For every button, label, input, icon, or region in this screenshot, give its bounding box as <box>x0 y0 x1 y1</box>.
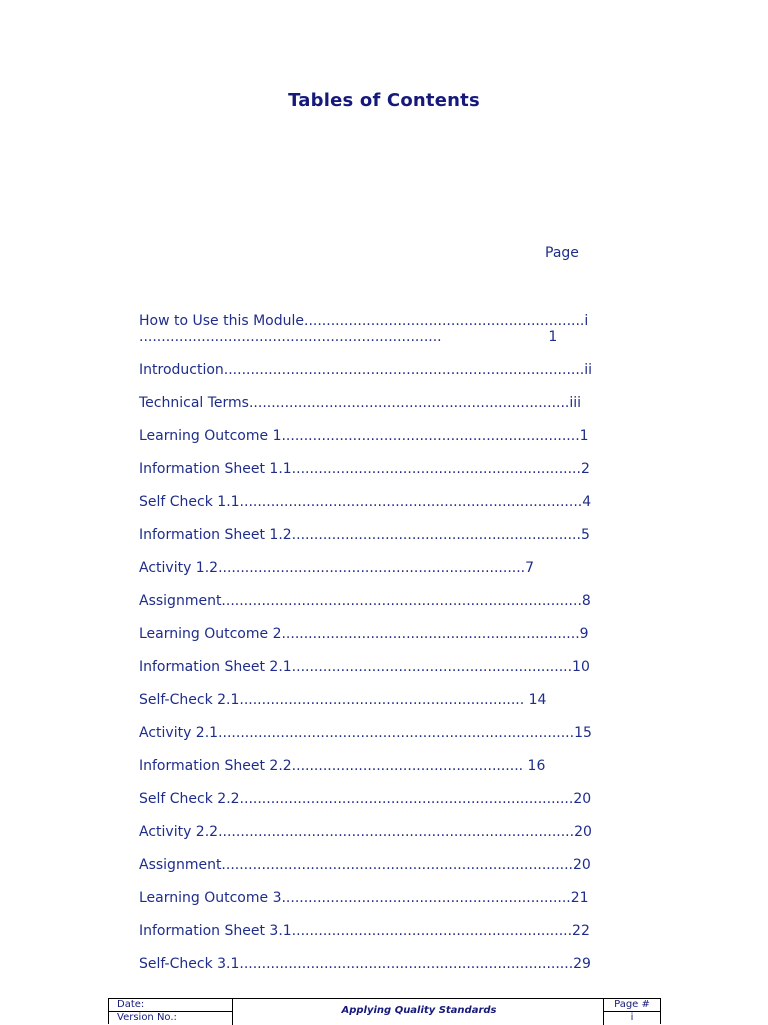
footer-meta-cell <box>109 999 233 1025</box>
footer-page-label: Page # <box>604 999 660 1012</box>
page-footer <box>108 998 661 1024</box>
toc-entry-learning-outcome-3[interactable]: Learning Outcome 3.................................................................21 <box>139 890 589 906</box>
footer-page-number: i <box>630 1012 634 1023</box>
toc-entry-how-to-use-continued: .................................................................... 1 <box>139 329 558 345</box>
toc-entry-assignment-1[interactable]: Assignment.................................................................................8 <box>139 593 591 609</box>
page-title: Tables of Contents <box>288 90 480 111</box>
toc-entry-learning-outcome-1[interactable]: Learning Outcome 1...................................................................1 <box>139 428 589 444</box>
toc-entry-technical-terms[interactable]: Technical Terms........................................................................iii <box>139 395 582 411</box>
footer-module-title: Applying Quality Standards <box>341 1005 497 1016</box>
toc-entry-information-sheet-2-2[interactable]: Information Sheet 2.2.................................................... 16 <box>139 758 546 774</box>
toc-entry-information-sheet-1-1[interactable]: Information Sheet 1.1.................................................................2 <box>139 461 590 477</box>
toc-entry-information-sheet-2-1[interactable]: Information Sheet 2.1...............................................................10 <box>139 659 590 675</box>
toc-entry-self-check-2-1[interactable]: Self-Check 2.1................................................................ 14 <box>139 692 547 708</box>
toc-entry-assignment-2[interactable]: Assignment...............................................................................20 <box>139 857 591 873</box>
toc-entry-activity-1-2[interactable]: Activity 1.2.....................................................................7 <box>139 560 535 576</box>
toc-entry-information-sheet-1-2[interactable]: Information Sheet 1.2.................................................................5 <box>139 527 590 543</box>
footer-version-label: Version No.: <box>117 1012 177 1023</box>
toc-entry-activity-2-1[interactable]: Activity 2.1................................................................................15 <box>139 725 592 741</box>
footer-page-cell <box>603 999 660 1025</box>
toc-entry-how-to-use[interactable]: How to Use this Module...............................................................i <box>139 313 589 329</box>
toc-entry-information-sheet-3-1[interactable]: Information Sheet 3.1...............................................................22 <box>139 923 590 939</box>
toc-entry-self-check-1-1[interactable]: Self Check 1.1.............................................................................4 <box>139 494 592 510</box>
toc-entry-activity-2-2[interactable]: Activity 2.2................................................................................20 <box>139 824 592 840</box>
footer-date-label: Date: <box>109 999 232 1012</box>
page-column-label: Page <box>545 245 579 261</box>
toc-entry-learning-outcome-2[interactable]: Learning Outcome 2...................................................................9 <box>139 626 589 642</box>
toc-entry-introduction[interactable]: Introduction.................................................................................ii <box>139 362 593 378</box>
toc-entry-self-check-3-1[interactable]: Self-Check 3.1...........................................................................29 <box>139 956 591 972</box>
toc-entry-self-check-2-2[interactable]: Self Check 2.2...........................................................................20 <box>139 791 592 807</box>
